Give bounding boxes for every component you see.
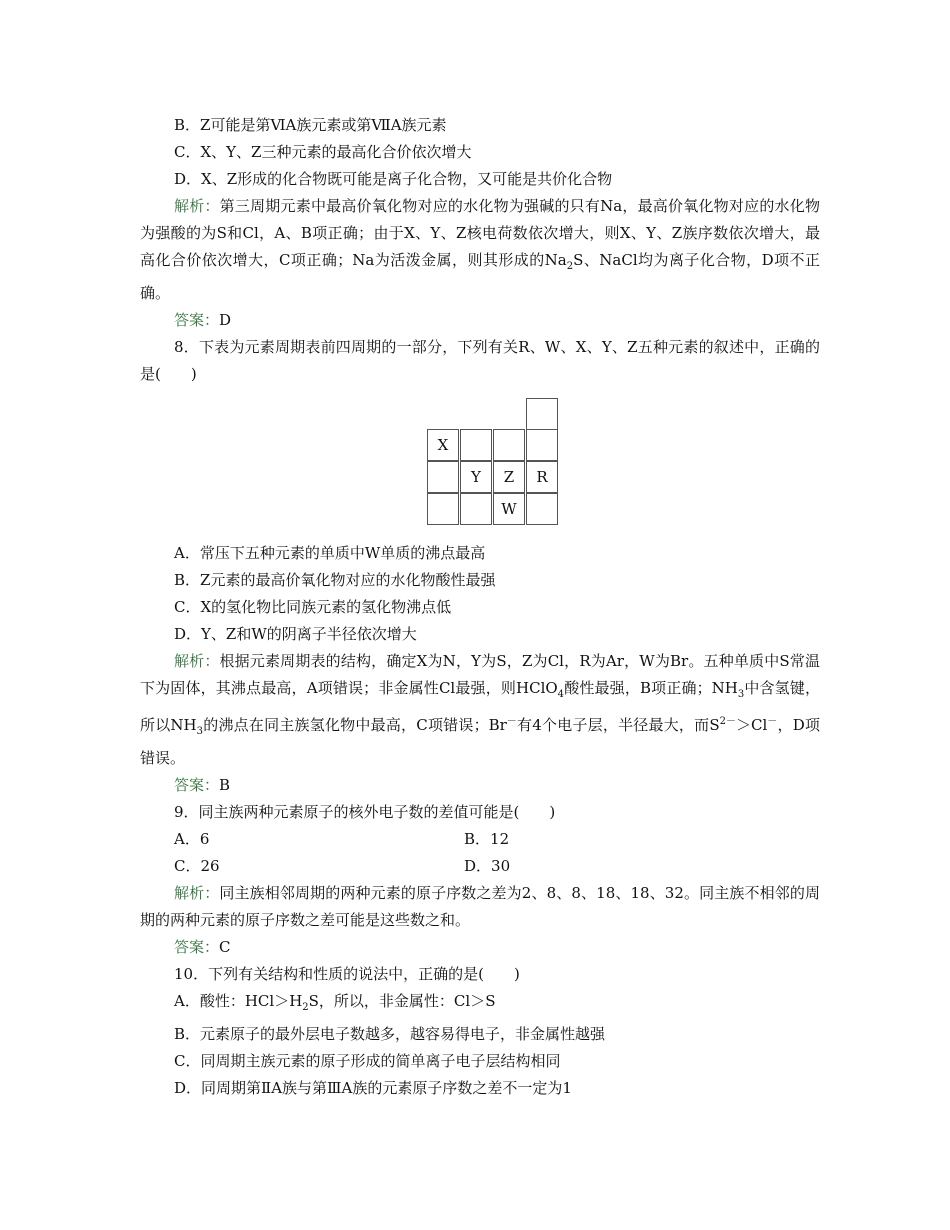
- table-cell: [493, 429, 525, 461]
- q9-options-row-2: [140, 853, 820, 880]
- q9-analysis: 解析：同主族相邻周期的两种元素的原子序数之差为2、8、8、18、18、32。同主族不相邻的周期的两种元素的原子序数之差可能是这些数之和。: [140, 884, 820, 929]
- q10-stem: 10．下列有关结构和性质的说法中，正确的是( ): [174, 965, 520, 983]
- answer-label: 答案：: [174, 776, 220, 794]
- analysis-label: 解析：: [174, 884, 220, 902]
- q9-option-c: C．26: [174, 857, 220, 875]
- q9-option-b: B．12: [464, 830, 510, 848]
- answer-value: C: [219, 938, 231, 956]
- table-cell: [427, 461, 459, 493]
- q7-answer: [140, 307, 820, 334]
- table-cell: [526, 429, 558, 461]
- answer-label: 答案：: [174, 938, 220, 956]
- table-cell-y: Y: [460, 461, 492, 493]
- q10-option-c: C．同周期主族元素的原子形成的简单离子电子层结构相同: [174, 1052, 561, 1070]
- periodic-table-fragment: [140, 398, 820, 532]
- q9-stem: 9．同主族两种元素原子的核外电子数的差值可能是( ): [174, 803, 556, 821]
- q8-option-b: B．Z元素的最高价氧化物对应的水化物酸性最强: [174, 571, 496, 589]
- document-body: [140, 112, 820, 1102]
- q8-analysis: 解析：根据元素周期表的结构，确定X为N，Y为S，Z为Cl，R为Ar，W为Br。五种单质中S常温下为固体，其沸点最高，A项错误；非金属性Cl最强，则HClO$_4$酸性最强，B项正确；$NH_3$中含氢键，所以$NH_3$的沸点在同主族氢化物中最高，C项错误；Br－有4个电子层，半径最大，而$S^{2-}>Cl^-$，D项错误。: [140, 652, 820, 767]
- table-cell-x: X: [427, 429, 459, 461]
- q8-option-d: D．Y、Z和W的阴离子半径依次增大: [174, 625, 417, 643]
- q9-option-a: A．6: [174, 830, 210, 848]
- answer-label: 答案：: [174, 311, 220, 329]
- q7-option-b: B．Z可能是第ⅥA族元素或第ⅦA族元素: [174, 116, 447, 134]
- q8-option-a: A．常压下五种元素的单质中W单质的沸点最高: [174, 544, 486, 562]
- answer-value: B: [219, 776, 231, 794]
- q7-option-d: D．X、Z形成的化合物既可能是离子化合物，又可能是共价化合物: [174, 170, 613, 188]
- q7-analysis: 解析：第三周期元素中最高价氧化物对应的水化物为强碱的只有Na，最高价氧化物对应的水化物为强酸的为S和Cl，A、B项正确；由于X、Y、Z核电荷数依次增大，则X、Y、Z族序数依次增大，最高化合价依次增大，C项正确；Na为活泼金属，则其形成的$Na_2S$、NaCl均为离子化合物，D项不正确。: [140, 197, 820, 302]
- q10-option-d: D．同周期第ⅡA族与第ⅢA族的元素原子序数之差不一定为1: [174, 1079, 572, 1097]
- analysis-label: 解析：: [174, 652, 220, 670]
- q9-options-row-1: [140, 826, 820, 853]
- table-cell: [526, 398, 558, 430]
- q8-option-c: C．X的氢化物比同族元素的氢化物沸点低: [174, 598, 452, 616]
- table-cell: [460, 493, 492, 525]
- table-cell: [427, 493, 459, 525]
- answer-value: D: [219, 311, 232, 329]
- q8-answer: [140, 772, 820, 799]
- q10-option-b: B．元素原子的最外层电子数越多，越容易得电子，非金属性越强: [174, 1025, 606, 1043]
- table-cell-w: W: [493, 493, 525, 525]
- q10-option-a: A．酸性：$HCl>H_2S$，所以，非金属性：Cl＞S: [174, 992, 496, 1013]
- q7-option-c: C．X、Y、Z三种元素的最高化合价依次增大: [174, 143, 472, 161]
- table-cell: [526, 493, 558, 525]
- q9-option-d: D．30: [464, 857, 511, 875]
- table-cell-r: R: [526, 461, 558, 493]
- table-cell-z: Z: [493, 461, 525, 493]
- analysis-label: 解析：: [174, 197, 220, 215]
- q8-stem: 8．下表为元素周期表前四周期的一部分，下列有关R、W、X、Y、Z五种元素的叙述中，正确的是( ): [140, 338, 820, 383]
- q9-answer: [140, 934, 820, 961]
- table-cell: [460, 429, 492, 461]
